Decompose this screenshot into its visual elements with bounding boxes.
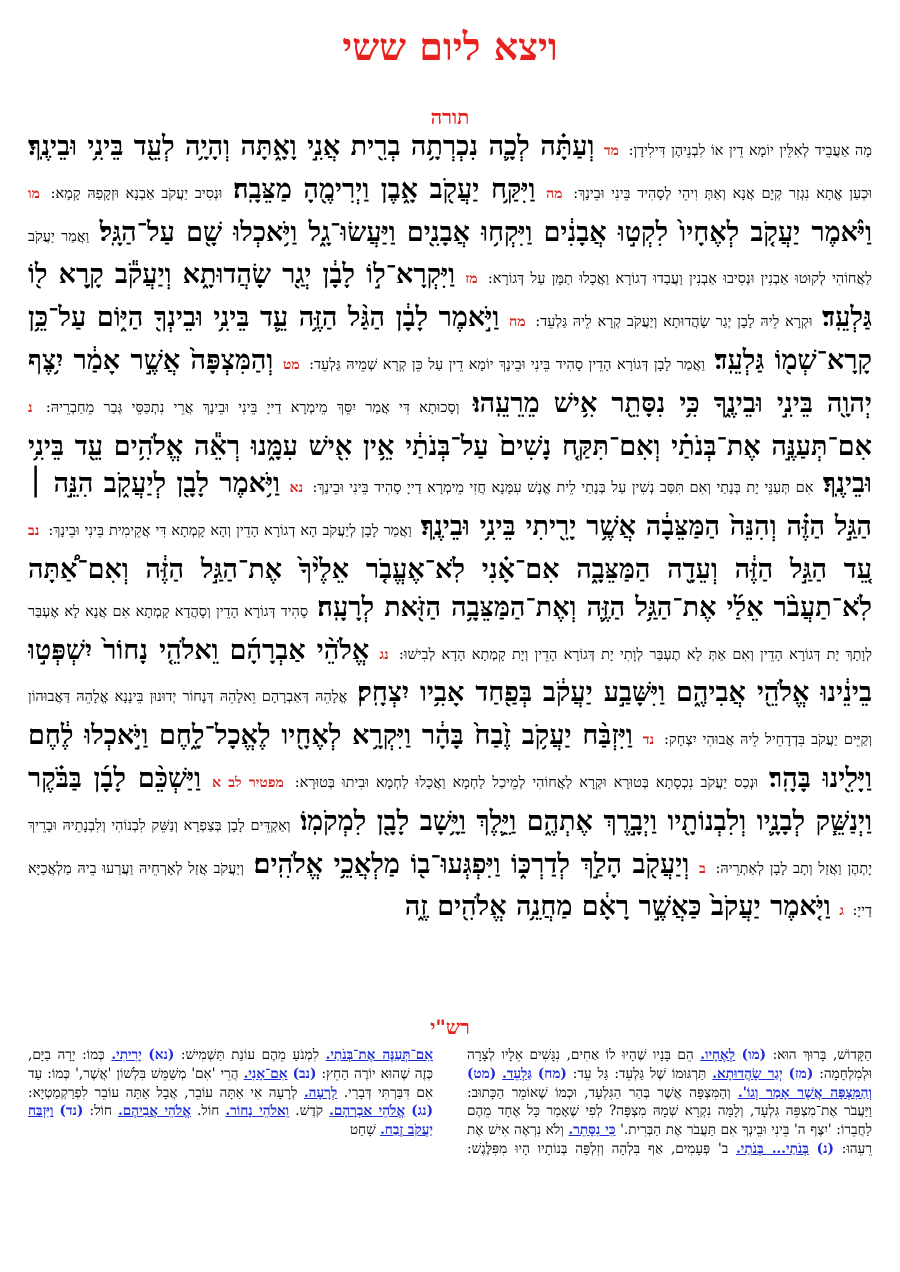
verse-number: מז — [465, 271, 478, 288]
verse-number: מו — [28, 185, 40, 202]
verse-text: וַיִּקְרָא־ל֣וֹ לָבָ֔ן יְגַ֖ר שָׂהֲדוּתָ֑א וְיַעֲקֹ֕ב קָ֥רָא ל֖וֹ גַּלְעֵֽד׃ — [28, 259, 872, 334]
onkelos-text: וַאֲמַר לָבָן לְיַעֲקֹב הָא דְגוֹרָא הָדֵין וְהָא קָמְתָא דִּי אֲקֵימִית בֵּינִי וּבֵינָךְ: — [48, 523, 412, 540]
rashi-dibbur-hamatchil: בְּנֹתַי... בְּנֹתַי. — [736, 1140, 809, 1157]
page-title: ויצא ליום ששי — [342, 24, 558, 69]
verse-number: מד — [603, 143, 619, 159]
rashi-dibbur-hamatchil: אִם־אָנִי. — [243, 1065, 288, 1082]
rashi-text: כְּמוֹ: יָרָה בַיָּם, כְּזֶה שֶׁהוּא יוֹרֶה הַחֵץ: — [28, 1047, 434, 1082]
verse-number: ב — [699, 860, 706, 877]
rashi-dibbur-hamatchil: לְאֶחָיו. — [700, 1047, 736, 1063]
rashi-text: ב' פְּעָמִים, אַף בִּלְהָה וְזִלְפָּה בְּנוֹתָיו הָיוּ מִפִּלֶּגֶשׁ: — [467, 1140, 729, 1157]
rashi-verse-label: (נ) — [816, 1140, 834, 1157]
verse-text: וַיֹּ֨אמֶר יַעֲקֹ֤ב לְאֶחָיו֙ לִקְט֣וּ אֲבָנִ֔ים וַיִּקְח֥וּ אֲבָנִ֖ים וַיַּעֲשׂוּ־גָ֑ל וַיֹּ֥אכְלוּ שָׁ֖ם עַל־הַגָּֽל׃ — [99, 216, 872, 248]
rashi-text: הֵם בָּנָיו שֶׁהָיוּ לוֹ אַחִים, נִגָּשִׁים אֵלָיו לְצָרָה וּלְמִלְחָמָה: — [467, 1047, 872, 1082]
onkelos-text: מָה אַעֲבֵיד לְאִלֵּין יוֹמָא דֵין אוֹ לִבְנֵיהֶן דִּילִידָן: — [628, 143, 872, 159]
rashi-text: חוֹל: — [89, 1103, 112, 1120]
rashi-text: קֹדֶשׁ. — [295, 1103, 324, 1120]
rashi-dibbur-hamatchil: אֱלֹהֵי אֲבִיהֶם. — [118, 1103, 191, 1120]
verse-text: וַיַּשְׁכֵּ֨ם לָבָ֜ן בַּבֹּ֗קֶר וַיְנַשֵּׁ֧ק לְבָנָ֛יו וְלִבְנוֹתָ֖יו וַיְבָ֣רֶךְ אֶתְהֶ֑ם וַיֵּ֛לֶךְ וַיָּ֥שָׁב לָבָ֖ן לִמְקֹמֽוֹ׃ — [28, 762, 872, 837]
verse-text: וַיִּקַּ֥ח יַעֲקֹ֖ב אָ֑בֶן וַיְרִימֶ֖הָ מַצֵּבָֽה׃ — [233, 173, 536, 205]
rashi-verse-label: (נג) — [411, 1103, 434, 1120]
rashi-text: וְהַמִּצְפָּה אֲשֶׁר בְּהַר הַגִּלְעָד, וּכְמוֹ שֶׁאוֹמֵר הַכָּתוּב: וַיַּעֲבֹר אֶת־מִצְפֵּה גִּלְעָד, וְלָמָּה נִקְרָא שְׁמָהּ מִצְפָּה? לְפִי שֶׁאָמַר כָּל אֶחָד מֵהֶם לַחֲבֵרוֹ: 'יִצֶף ה' בֵּינִי וּבֵינְךָ אִם תַּעֲבֹר אֶת הַבְּרִית.' — [467, 1084, 872, 1139]
rashi-dibbur-hamatchil: לְרָעָה. — [303, 1084, 338, 1101]
verse-text: וַיֹּ֣אמֶר לָבָ֔ן הַגַּ֨ל הַזֶּ֥ה עֵ֛ד בֵּינִ֥י וּבֵינְךָ֖ הַיּ֑וֹם עַל־כֵּ֥ן קָרָא־שְׁמ֖וֹ גַּלְעֵֽד׃ — [28, 302, 872, 376]
verse-number: נג — [379, 646, 389, 663]
onkelos-text: וַאֲמַר לָבָן דְּגוֹרָא הָדֵין סָהִיד בֵּינִי וּבֵינָךְ יוֹמָא דֵין עַל כֵּן קְרָא שְׁמֵיהּ גַּלְעֵד: — [309, 356, 705, 373]
rashi-dibbur-hamatchil: יָרִיתִי. — [111, 1047, 142, 1063]
verse-text: עֵ֚ד הַגַּ֣ל הַזֶּ֔ה וְעֵדָ֖ה הַמַּצֵּבָ֑ה אִם־אָ֗נִי לֹֽא־אֶעֱבֹ֤ר אֵלֶ֙יךָ֙ אֶת־הַגַּ֣ל הַזֶּ֔ה וְאִם־אַ֠תָּה לֹֽא־תַעֲבֹ֨ר אֵלַ֜י אֶת־הַגַּ֥ל הַזֶּ֛ה וְאֶת־הַמַּצֵּבָ֥ה הַזֹּ֖את לְרָעָֽה׃ — [28, 553, 872, 623]
rashi-text: חוֹל. — [197, 1103, 220, 1120]
onkelos-text: וְיַעֲקֹב אֲזַל לְאָרְחֵיהּ וַעֲרַעוּ בֵיהּ מַלְאֲכַיָּא דַייָ: — [28, 860, 872, 920]
onkelos-text: וְסָכוּתָא דִּי אֲמַר יִסֵּךְ מֵימְרָא דַייָ בֵּינִי וּבֵינָךְ אֲרֵי נִתְכַּסֵּי גְּבַר מֵחַבְרֵיהּ: — [45, 399, 460, 416]
onkelos-text: וּכְעַן אֱתָא נִגְזַר קְיָם אֲנָא וְאַתְּ וִיהֵי לְסָהִיד בֵּינִי וּבֵינָךְ: — [573, 185, 872, 202]
rashi-commentary — [28, 1046, 872, 1236]
onkelos-text: וְאַקְדֵּים לָבָן בְּצַפְרָא וְנַשֵּׁק לִבְנוֹהִי וְלִבְנָתֵיהּ וּבָרֵיךְ יָתְהֶן וַאֲזַל וְתָב לָבָן לְאַתְרֵיהּ: — [28, 817, 872, 877]
rashi-text: הַקָּדוֹשׁ, בָּרוּךְ הוּא: — [772, 1047, 872, 1063]
verse-number: נב — [28, 523, 40, 540]
rashi-text: הֲרֵי 'אִם' מְשַׁמֵּשׁ בִּלְשׁוֹן 'אֲשֶׁר,' כְּמוֹ: עַד אִם דִּבַּרְתִּי דְּבָרַי. — [28, 1065, 433, 1101]
verse-text: וְעַתָּ֗ה לְכָ֛ה נִכְרְתָ֥ה בְרִ֖ית אֲנִ֣י וָאָ֑תָּה וְהָיָ֥ה לְעֵ֖ד בֵּינִ֥י וּבֵינֶֽךָ׃ — [28, 131, 595, 162]
verse-number: נ — [28, 399, 33, 416]
rashi-heading: רש"י — [430, 1015, 470, 1039]
rashi-dibbur-hamatchil: כִּי נִסָּתֵר. — [568, 1122, 616, 1139]
rashi-verse-label: (מז) — [788, 1065, 814, 1082]
torah-text — [28, 128, 872, 1008]
rashi-text: לִמְנֹעַ מֵהֶם עוֹנַת תַּשְׁמִישׁ: — [180, 1047, 320, 1063]
onkelos-text: וַאֲמַר יַעֲקֹב לַאֲחוֹהִי לְקוּטוּ אַבְנִין וּנְסִיבוּ אַבְנִין וַעֲבַדוּ דְגוֹרָא וַאֲכָלוּ תַמָּן עַל דְּגוֹרָא: — [28, 228, 872, 288]
rashi-verse-label: (מח) — [537, 1065, 567, 1082]
verse-number: נד — [642, 732, 655, 749]
verse-number: מה — [546, 185, 563, 202]
onkelos-text: וּקְרָא לֵיהּ לָבָן יְגַר שָׂהֲדוּתָא וְיַעֲקֹב קְרָא לֵיהּ גַּלְעֵד: — [535, 314, 813, 331]
verse-number: מט — [282, 356, 300, 373]
verse-number: נא — [289, 480, 303, 497]
rashi-verse-label: (נא) — [148, 1047, 175, 1063]
verse-number: ג — [839, 903, 844, 920]
rashi-dibbur-hamatchil: וְהַמִּצְפָּה אֲשֶׁר אָמַר וְגוֹ'. — [738, 1084, 872, 1101]
rashi-dibbur-hamatchil: יְגַר שָׂהֲדוּתָא. — [712, 1065, 783, 1082]
onkelos-text: אֱלָהֵהּ דְּאַבְרָהָם וֵאלָהֵהּ דְּנָחוֹר יְדוּנוּן בֵּינָנָא אֱלָהֵהּ דַּאֲבוּהוֹן וְקַיֵּים יַעֲקֹב בִּדְדָחֵיל לֵיהּ אֲבוּהִי יִצְחָק: — [28, 689, 872, 749]
rashi-verse-label: (נב) — [292, 1065, 317, 1082]
onkelos-text: וּנְסִיב יַעֲקֹב אַבְנָא וּזְקָפַהּ קָמָא: — [50, 185, 223, 202]
verse-text: וַיֹּ֥אמֶר לָבָ֖ן לְיַעֲקֹ֑ב הִנֵּ֣ה ׀ הַגַּ֣ל הַזֶּ֗ה וְהִנֵּה֙ הַמַּצֵּבָ֔ה אֲשֶׁ֥ר יָרִ֖יתִי בֵּינִ֥י וּבֵינֶֽךָ׃ — [28, 468, 872, 543]
rashi-dibbur-hamatchil: אֱלֹהֵי אַבְרָהָם. — [329, 1103, 406, 1120]
verse-text: אֱלֹהֵ֨י אַבְרָהָ֜ם וֵאלֹהֵ֤י נָחוֹר֙ יִשְׁפְּט֣וּ בֵינֵ֔ינוּ אֱלֹהֵ֖י אֲבִיהֶ֑ם וַיִּשָּׁבַ֣ע יַעֲקֹ֔ב בְּפַ֖חַד אָבִ֥יו יִצְחָֽק׃ — [28, 634, 872, 709]
rashi-dibbur-hamatchil: גַּלְעֵד. — [502, 1065, 532, 1082]
verse-number: מפטיר לב א — [212, 774, 284, 791]
onkelos-text: וּנְכַס יַעֲקֹב נִכְסָתָא בְּטוּרָא וּקְרָא לַאֲחוֹהִי לְמֵיכַל לַחְמָא וַאֲכָלוּ לַחְמָא וּבִיתוּ בְּטוּרָא: — [294, 774, 758, 791]
verse-text: וַיִּזְבַּ֨ח יַעֲקֹ֥ב זֶ֙בַח֙ בָּהָ֔ר וַיִּקְרָ֥א לְאֶחָ֖יו לֶאֱכָל־לָ֑חֶם וַיֹּ֣אכְלוּ לֶ֔חֶם וַיָּלִ֖ינוּ בָּהָֽר׃ — [28, 720, 872, 794]
rashi-dibbur-hamatchil: וֵאלֹהֵי נָחוֹר. — [225, 1103, 290, 1120]
rashi-verse-label: (מט) — [467, 1065, 497, 1082]
rashi-text: וְלֹא נִרְאֶה אִישׁ אֶת רֵעֵהוּ: — [467, 1122, 872, 1157]
rashi-dibbur-hamatchil: וַיִּזְבַּח יַעֲקֹב זֶבַח. — [28, 1103, 433, 1139]
onkelos-text: אִם תְּעַנֵּי יָת בְּנָתַי וְאִם תִּסַּב נְשִׁין עַל בְּנָתַי לֵית אֱנָשׁ עִמָּנָא חֲזִי מֵימְרָא דַייָ סָהִיד בֵּינִי וּבֵינָךְ: — [312, 480, 814, 497]
verse-text: וְהַמִּצְפָּה֙ אֲשֶׁ֣ר אָמַ֔ר יִ֥צֶף יְהוָ֖ה בֵּינִ֣י וּבֵינֶ֑ךָ כִּ֥י נִסָּתֵ֖ר אִ֥ישׁ מֵרֵעֵֽהוּ׃ — [28, 344, 872, 419]
verse-text: אִם־תְּעַנֶּ֣ה אֶת־בְּנֹתַ֗י וְאִם־תִּקַּ֤ח נָשִׁים֙ עַל־בְּנֹתַ֔י אֵ֥ין אִ֖ישׁ עִמָּ֑נוּ רְאֵ֕ה אֱלֹהִ֥ים עֵ֖ד בֵּינִ֥י וּבֵינֶֽךָ׃ — [28, 430, 872, 500]
rashi-verse-label: (נד) — [59, 1103, 84, 1120]
rashi-text: שָׁחַט — [349, 1122, 376, 1139]
rashi-text: לְרָעָה אִי אַתָּה עוֹבֵר, אֲבָל אַתָּה עוֹבֵר לִפְרַקְמַטְיָא: — [28, 1084, 298, 1101]
rashi-dibbur-hamatchil: אִם־תְּעַנֶּה אֶת־בְּנֹתַי. — [325, 1047, 433, 1063]
onkelos-text: סָהִיד דְּגוֹרָא הָדֵין וְסָהֲדָא קָמְתָא אִם אֲנָא לָא אֶעְבַּר לְוָתָךְ יָת דְּגוֹרָא הָדֵין וְאִם אַתְּ לָא תֶעְבַּר לְוָתִי יָת דְּגוֹרָא הָדֵין וְיָת קָמְתָא הָדָא לְבִישׁוּ: — [28, 603, 872, 663]
rashi-text: תַּרְגּוּמוֹ שֶׁל גַּלְעֵד: גַּל עֵד: — [572, 1065, 707, 1082]
verse-text: וַיֹּ֤אמֶר יַעֲקֹב֙ כַּאֲשֶׁ֣ר רָאָ֔ם מַחֲנֵ֥ה אֱלֹהִ֖ים זֶ֑ה — [404, 891, 831, 923]
torah-heading: תורה — [430, 105, 470, 129]
rashi-verse-label: (מו) — [741, 1047, 767, 1063]
verse-number: מח — [509, 314, 526, 331]
verse-text: וְיַעֲקֹ֖ב הָלַ֣ךְ לְדַרְכּ֑וֹ וַיִּפְגְּעוּ־ב֖וֹ מַלְאֲכֵ֥י אֱלֹהִֽים׃ — [253, 848, 690, 880]
